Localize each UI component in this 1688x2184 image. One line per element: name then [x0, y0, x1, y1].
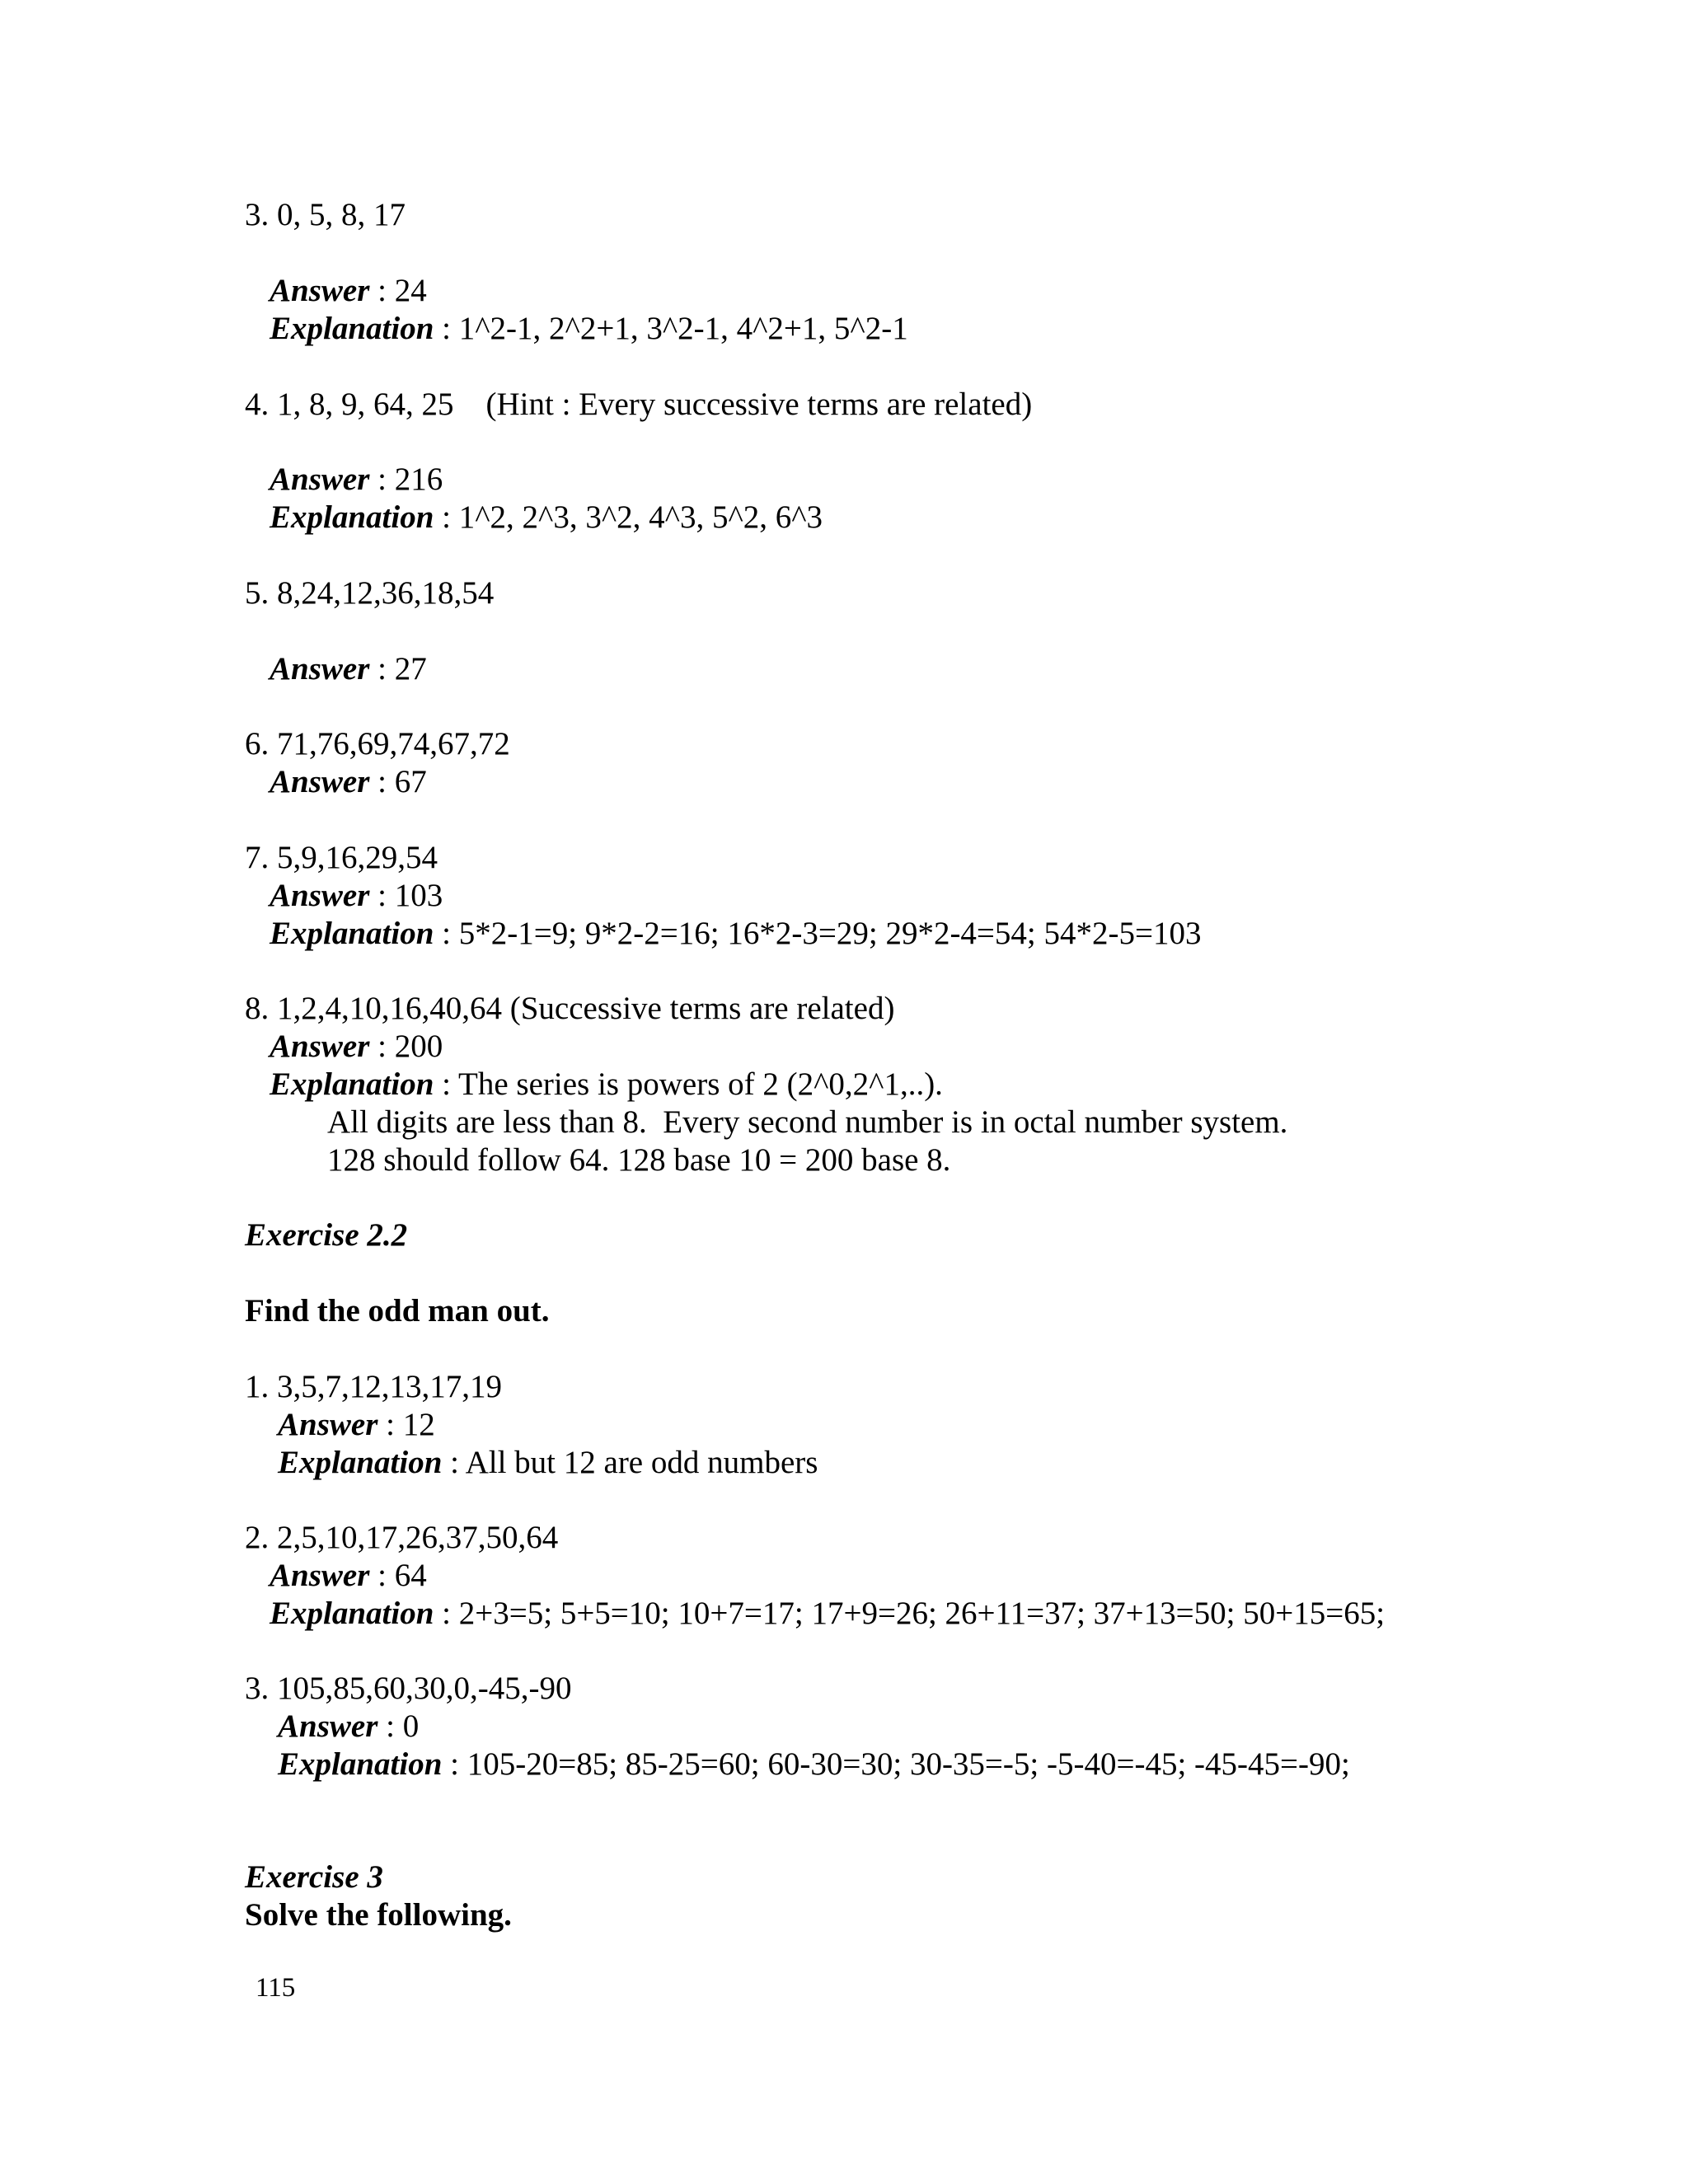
answer-7 — [270, 877, 443, 915]
exercise-3-instruction: Solve the following. — [245, 1897, 512, 1933]
question-text: 7. 5,9,16,29,54 — [245, 840, 438, 875]
question-text: 6. 71,76,69,74,67,72 — [245, 726, 510, 762]
answer-label: Answer — [270, 462, 370, 497]
question-text: 1. 3,5,7,12,13,17,19 — [245, 1369, 502, 1404]
explanation-label: Explanation — [270, 1066, 434, 1102]
explanation-value: : 2+3=5; 5+5=10; 10+7=17; 17+9=26; 26+11=37; 37+13=50; 50+15=65; — [434, 1596, 1386, 1631]
explanation-value: : 1^2, 2^3, 3^2, 4^3, 5^2, 6^3 — [434, 499, 823, 535]
answer-label: Answer — [270, 273, 370, 308]
answer-value: : 64 — [369, 1558, 427, 1593]
page-number: 115 — [256, 1973, 296, 2003]
explanation-4 — [270, 499, 823, 537]
explanation-label: Explanation — [278, 1445, 443, 1480]
answer-4 — [270, 461, 443, 499]
exercise-2-2-heading: Exercise 2.2 — [245, 1217, 408, 1253]
answer-value: : 12 — [377, 1407, 435, 1442]
answer-label: Answer — [270, 651, 370, 687]
answer-value: : 67 — [369, 764, 427, 799]
odd-explanation-3 — [278, 1746, 1350, 1783]
explanation-label: Explanation — [270, 311, 434, 346]
explanation-value: : 105-20=85; 85-25=60; 60-30=30; 30-35=-5; -5-40=-45; -45-45=-90; — [442, 1746, 1350, 1782]
answer-value: : 0 — [377, 1708, 420, 1744]
answer-label: Answer — [270, 1558, 370, 1593]
exercise-2-2-instruction: Find the odd man out. — [245, 1293, 550, 1329]
odd-answer-1 — [278, 1406, 435, 1444]
explanation-label: Explanation — [278, 1746, 443, 1782]
answer-value: : 27 — [369, 651, 427, 687]
explanation-label: Explanation — [270, 916, 434, 951]
answer-6 — [270, 763, 427, 801]
answer-3 — [270, 272, 427, 310]
answer-label: Answer — [278, 1407, 378, 1442]
answer-label: Answer — [270, 764, 370, 799]
answer-value: : 103 — [369, 878, 443, 913]
explanation-8-line-3: 128 should follow 64. 128 base 10 = 200 base 8. — [327, 1142, 951, 1178]
odd-answer-3 — [278, 1708, 419, 1746]
answer-value: : 200 — [369, 1029, 443, 1064]
odd-explanation-2 — [270, 1595, 1385, 1633]
odd-explanation-1 — [278, 1444, 818, 1482]
question-6 — [245, 725, 510, 763]
answer-label: Answer — [270, 1029, 370, 1064]
answer-value: : 24 — [369, 273, 427, 308]
answer-value: : 216 — [369, 462, 443, 497]
answer-label: Answer — [278, 1708, 378, 1744]
question-5 — [245, 574, 494, 612]
question-8 — [245, 990, 894, 1028]
explanation-7 — [270, 915, 1202, 953]
odd-question-2 — [245, 1519, 558, 1557]
odd-question-3 — [245, 1670, 571, 1708]
explanation-value: : All but 12 are odd numbers — [442, 1445, 818, 1480]
explanation-label: Explanation — [270, 499, 434, 535]
question-text: 3. 105,85,60,30,0,-45,-90 — [245, 1671, 572, 1706]
question-text: 4. 1, 8, 9, 64, 25 (Hint : Every successive terms are related) — [245, 387, 1033, 422]
question-7 — [245, 839, 438, 877]
explanation-3 — [270, 310, 908, 348]
answer-8 — [270, 1028, 443, 1066]
exercise-3-heading: Exercise 3 — [245, 1859, 383, 1895]
explanation-8-line-2: All digits are less than 8. Every second number is in octal number system. — [327, 1104, 1288, 1140]
explanation-value: : The series is powers of 2 (2^0,2^1,..). — [434, 1066, 943, 1102]
explanation-value: : 5*2-1=9; 9*2-2=16; 16*2-3=29; 29*2-4=54; 54*2-5=103 — [434, 916, 1202, 951]
explanation-8 — [270, 1066, 943, 1104]
question-text: 3. 0, 5, 8, 17 — [245, 197, 406, 232]
question-3 — [245, 196, 406, 234]
answer-label: Answer — [270, 878, 370, 913]
question-text: 8. 1,2,4,10,16,40,64 (Successive terms are related) — [245, 991, 895, 1026]
answer-5 — [270, 650, 427, 688]
question-text: 2. 2,5,10,17,26,37,50,64 — [245, 1520, 559, 1555]
question-text: 5. 8,24,12,36,18,54 — [245, 575, 495, 611]
explanation-value: : 1^2-1, 2^2+1, 3^2-1, 4^2+1, 5^2-1 — [434, 311, 908, 346]
odd-answer-2 — [270, 1557, 427, 1595]
explanation-label: Explanation — [270, 1596, 434, 1631]
question-4 — [245, 386, 1032, 424]
odd-question-1 — [245, 1368, 502, 1406]
